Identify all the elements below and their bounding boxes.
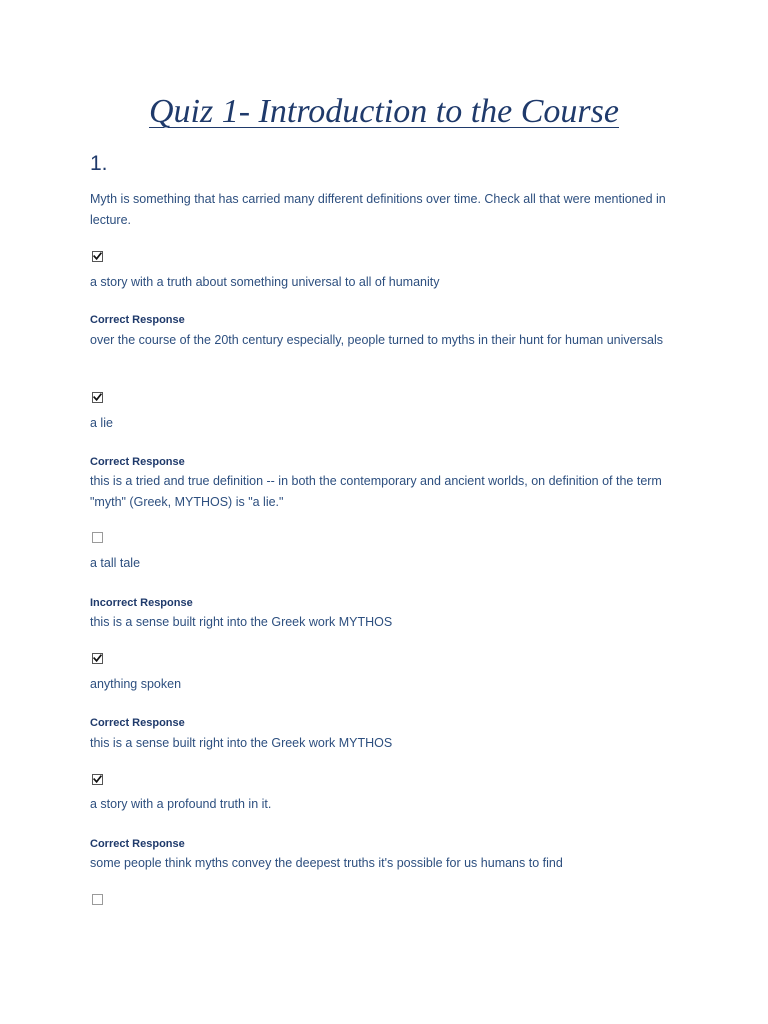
option-5-response-text: some people think myths convey the deepest truths it's possible for us humans to find <box>90 856 563 870</box>
option-1-checkbox[interactable] <box>92 251 103 262</box>
option-2-label: a lie <box>90 416 113 430</box>
option-2-response-label: Correct Response <box>90 456 185 468</box>
option-4-response-label: Correct Response <box>90 717 185 729</box>
option-1-response-label: Correct Response <box>90 314 185 326</box>
page-title: Quiz 1- Introduction to the Course <box>149 93 619 130</box>
option-3-label: a tall tale <box>90 556 141 570</box>
option-1-response-text: over the course of the 20th century especially, people turned to myths in their hunt for human universals <box>90 333 664 347</box>
checkmark-icon <box>93 393 102 402</box>
option-4-label: anything spoken <box>90 677 182 691</box>
option-2-response-text: this is a tried and true definition -- in both the contemporary and ancient worlds, on definition of the term "myth" (Greek, MYTHOS) is "a lie." <box>90 474 662 509</box>
option-6-checkbox[interactable] <box>92 894 103 905</box>
option-2-checkbox[interactable] <box>92 392 103 403</box>
checkmark-icon <box>93 252 102 261</box>
option-1-label: a story with a truth about something universal to all of humanity <box>90 275 440 289</box>
checkmark-icon <box>93 654 102 663</box>
option-3-checkbox[interactable] <box>92 532 103 543</box>
option-3-response-label: Incorrect Response <box>90 597 193 609</box>
checkmark-icon <box>93 775 102 784</box>
question-prompt: Myth is something that has carried many different definitions over time. Check all that were mentioned in lecture. <box>90 192 666 227</box>
option-4-checkbox[interactable] <box>92 653 103 664</box>
option-5-label: a story with a profound truth in it. <box>90 797 272 811</box>
option-3-response-text: this is a sense built right into the Greek work MYTHOS <box>90 615 393 629</box>
question-number: 1. <box>90 152 108 175</box>
option-4-response-text: this is a sense built right into the Greek work MYTHOS <box>90 736 393 750</box>
option-5-response-label: Correct Response <box>90 838 185 850</box>
option-5-checkbox[interactable] <box>92 774 103 785</box>
